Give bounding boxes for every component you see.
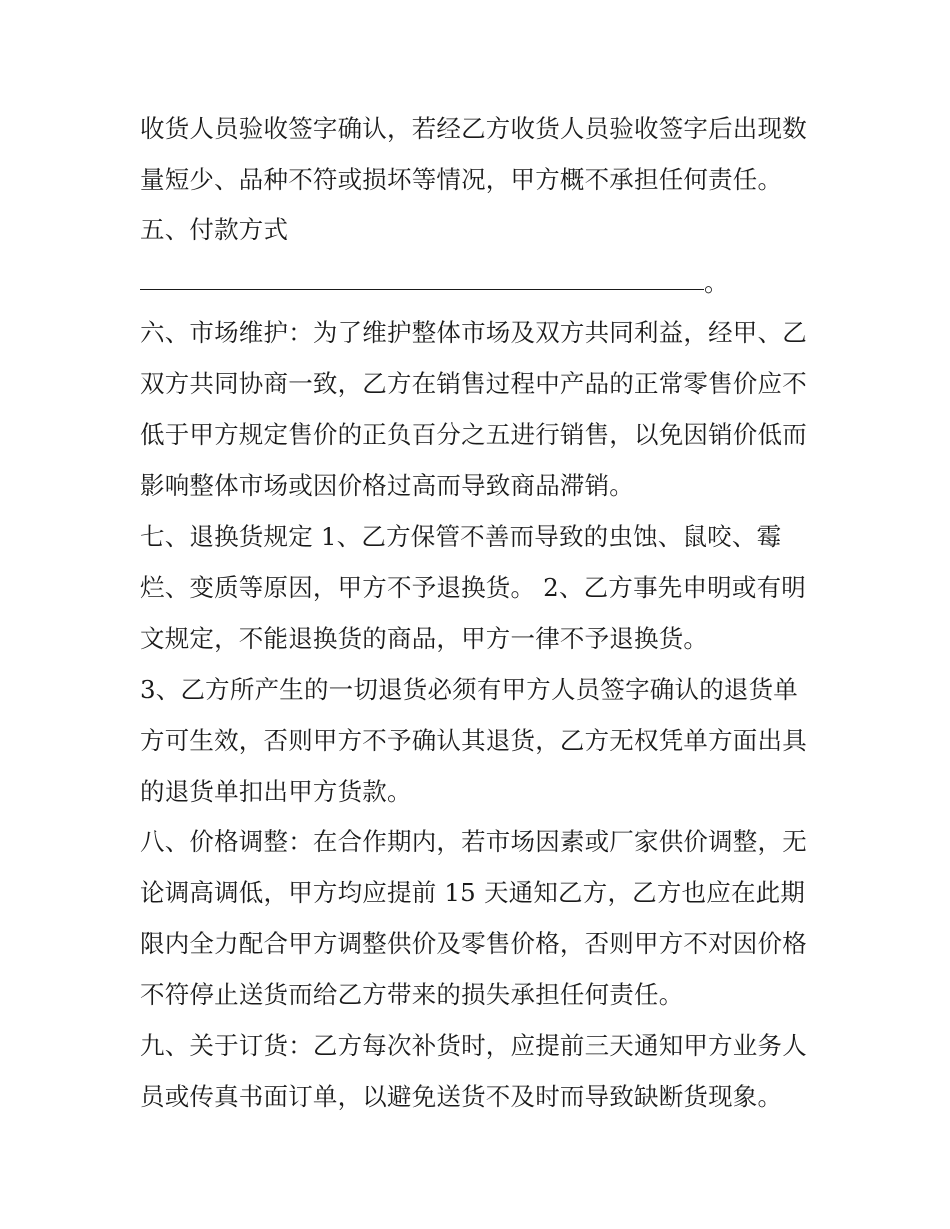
text-line: 方可生效，否则甲方不予确认其退货，乙方无权凭单方面出具	[140, 726, 807, 755]
text-line: 的退货单扣出甲方货款。	[140, 777, 412, 806]
text-line: 九、关于订货：乙方每次补货时，应提前三天通知甲方业务人	[140, 1031, 807, 1060]
text-line: 双方共同协商一致，乙方在销售过程中产品的正常零售价应不	[140, 369, 807, 398]
text-line: 七、退换货规定 1、乙方保管不善而导致的虫蚀、鼠咬、霉	[140, 522, 782, 551]
text-line: 六、市场维护：为了维护整体市场及双方共同利益，经甲、乙	[140, 318, 807, 347]
blank-end-punctuation: 。	[704, 268, 729, 297]
text-line: 八、价格调整：在合作期内，若市场因素或厂家供价调整，无	[140, 827, 807, 856]
text-line: 限内全力配合甲方调整供价及零售价格，否则甲方不对因价格	[140, 929, 807, 958]
text-line: 不符停止送货而给乙方带来的损失承担任何责任。	[140, 980, 684, 1009]
payment-fill-in-blank	[140, 289, 704, 290]
text-line: 烂、变质等原因，甲方不予退换货。 2、乙方事先申明或有明	[140, 573, 806, 602]
text-line: 3、乙方所产生的一切退货必须有甲方人员签字确认的退货单	[140, 675, 798, 704]
text-line: 论调高调低，甲方均应提前 15 天通知乙方，乙方也应在此期	[140, 878, 806, 907]
text-line: 量短少、品种不符或损坏等情况，甲方概不承担任何责任。	[140, 165, 783, 194]
section-heading-payment: 五、付款方式	[140, 215, 289, 244]
text-line: 文规定，不能退换货的商品，甲方一律不予退换货。	[140, 624, 709, 653]
text-line: 员或传真书面订单，以避免送货不及时而导致缺断货现象。	[140, 1082, 783, 1111]
text-line: 收货人员验收签字确认，若经乙方收货人员验收签字后出现数	[140, 114, 807, 143]
text-line: 影响整体市场或因价格过高而导致商品滞销。	[140, 471, 634, 500]
text-line: 低于甲方规定售价的正负百分之五进行销售，以免因销价低而	[140, 420, 807, 449]
